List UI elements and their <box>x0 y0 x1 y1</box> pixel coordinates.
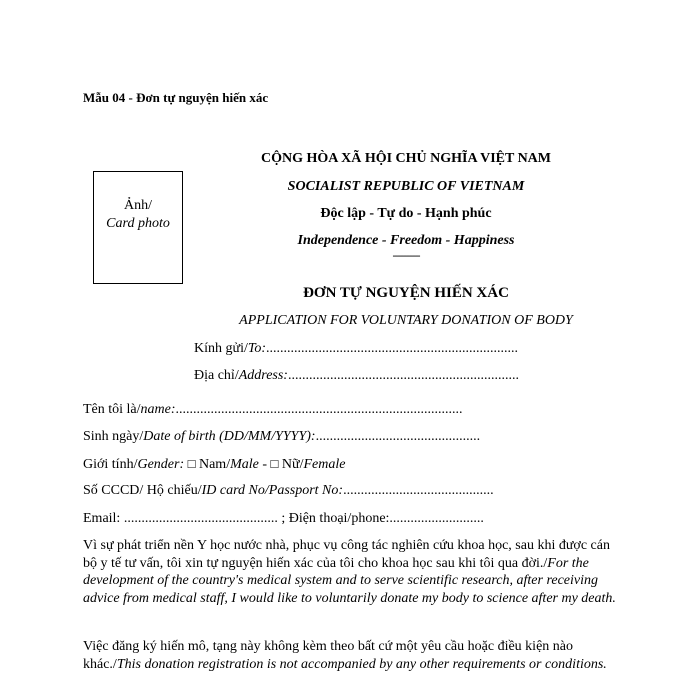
document-title-vi: ĐƠN TỰ NGUYỆN HIẾN XÁC <box>303 285 509 301</box>
paragraph-purpose-en: For the development of the country's medical system and to serve scientific research, after receiving advice from medical staff, I would like to voluntarily donate my body to science after my death. <box>83 555 616 606</box>
female-label-en: Female <box>303 457 346 472</box>
to-label-en: To: <box>247 341 267 356</box>
address-dots: .................................................................. <box>287 368 519 383</box>
name-field <box>83 402 463 418</box>
id-dots: ........................................... <box>343 483 494 498</box>
header-divider: --------- <box>392 248 420 262</box>
dob-field <box>83 429 480 445</box>
gender-separator: - <box>258 457 271 472</box>
paragraph-purpose-vi: Vì sự phát triển nền Y học nước nhà, phục vụ công tác nghiên cứu khoa học, sau khi được cán bộ y tế tư vấn, tôi xin tự nguyện hiến xác của tôi cho khoa học sau khi tôi qua đời./ <box>83 538 610 571</box>
gender-field <box>83 456 345 473</box>
id-field <box>83 483 494 499</box>
gender-label-en: Gender: <box>137 457 185 472</box>
photo-label-en: Card photo <box>106 216 170 231</box>
female-label-vi: Nữ/ <box>278 457 304 472</box>
id-label-en: ID card No/Passport No: <box>201 483 344 498</box>
male-label-vi: Nam/ <box>195 457 231 472</box>
paragraph-conditions <box>83 638 621 673</box>
phone-label: Điện thoại/phone: <box>288 511 390 526</box>
address-field <box>194 368 519 384</box>
name-label-vi: Tên tôi là/ <box>83 402 141 417</box>
dob-dots: ............................................... <box>315 429 481 444</box>
country-name-en: SOCIALIST REPUBLIC OF VIETNAM <box>287 179 525 194</box>
motto-en: Independence - Freedom - Happiness <box>297 233 515 248</box>
female-checkbox-icon: □ <box>270 456 279 471</box>
phone-dots: ........................... <box>389 511 484 526</box>
email-separator: ; <box>277 511 289 526</box>
paragraph-conditions-vi: Việc đăng ký hiến mô, tạng này không kèm theo bất cứ một yêu cầu hoặc điều kiện nào khác./ <box>83 639 573 672</box>
paragraph-purpose <box>83 537 621 607</box>
id-label-vi: Số CCCD/ Hộ chiếu/ <box>83 483 202 498</box>
email-dots: ............................................ <box>123 511 278 526</box>
to-label-vi: Kính gửi/ <box>194 341 248 356</box>
male-label-en: Male <box>230 457 259 472</box>
address-label-en: Address: <box>238 368 288 383</box>
email-phone-field <box>83 511 484 527</box>
photo-placeholder-box <box>93 171 183 284</box>
document-title-en: APPLICATION FOR VOLUNTARY DONATION OF BODY <box>239 313 573 328</box>
dob-label-vi: Sinh ngày/ <box>83 429 144 444</box>
gender-label-vi: Giới tính/ <box>83 457 138 472</box>
male-checkbox-icon: □ <box>187 456 196 471</box>
photo-label-vi: Ảnh/ <box>124 198 152 213</box>
name-label-en: name: <box>140 402 176 417</box>
address-label-vi: Địa chỉ/ <box>194 368 239 383</box>
to-field <box>194 341 518 357</box>
country-name-vi: CỘNG HÒA XÃ HỘI CHỦ NGHĨA VIỆT NAM <box>260 151 552 166</box>
dob-label-en: Date of birth (DD/MM/YYYY): <box>143 429 316 444</box>
paragraph-conditions-en: This donation registration is not accompanied by any other requirements or conditions. <box>116 656 607 672</box>
motto-vi: Độc lập - Tự do - Hạnh phúc <box>320 206 492 221</box>
form-number: Mẫu 04 - Đơn tự nguyện hiến xác <box>83 90 269 105</box>
name-dots: .................................................................................. <box>175 402 463 417</box>
to-dots: ........................................................................ <box>266 341 519 356</box>
email-label: Email: <box>83 511 124 526</box>
